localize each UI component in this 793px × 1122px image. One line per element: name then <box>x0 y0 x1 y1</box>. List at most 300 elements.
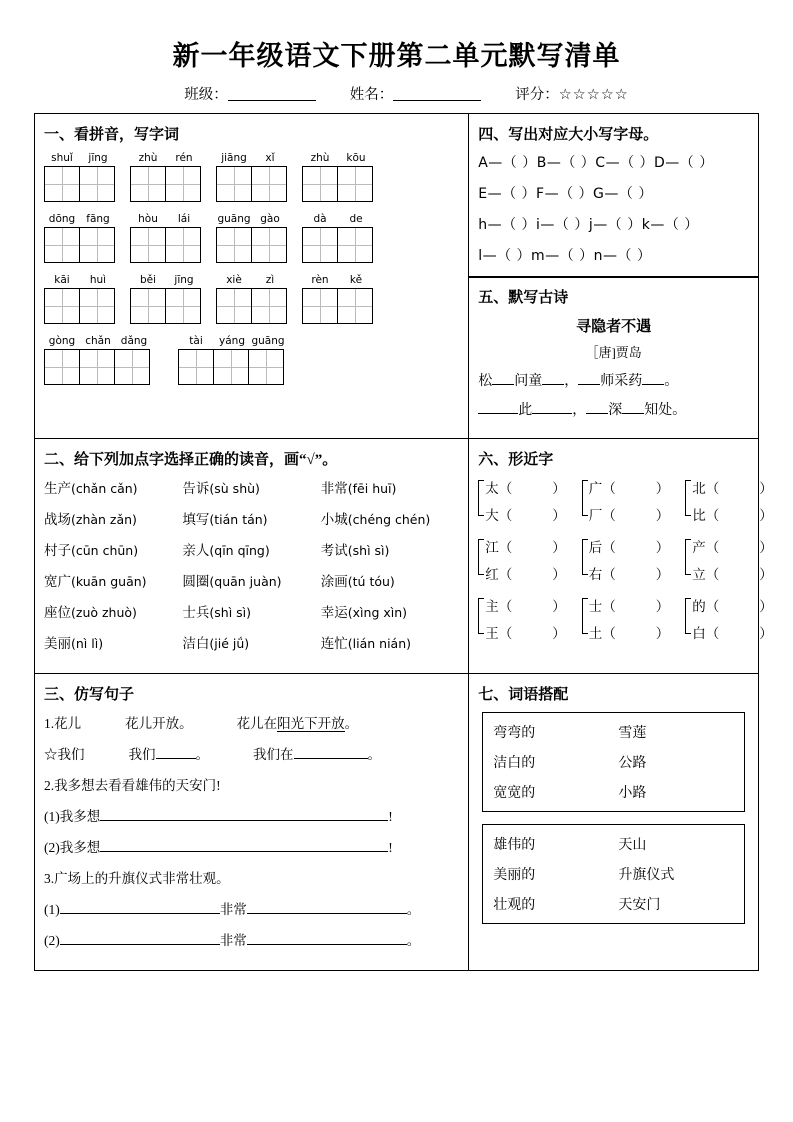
character-text: 白（ <box>692 625 720 641</box>
tianzige-cell[interactable] <box>44 227 80 263</box>
character-pair-group <box>582 595 670 642</box>
page-title: 新一年级语文下册第二单元默写清单 <box>172 41 621 71</box>
pinyin-syllable: jīng <box>88 152 108 164</box>
pinyin-word-block <box>130 274 202 324</box>
word-text: 洁白 <box>182 635 210 651</box>
paren-close: ） <box>552 598 566 614</box>
pinyin-syllable: hòu <box>138 213 158 225</box>
word-text: 村子 <box>44 542 71 558</box>
word-text: 战场 <box>44 511 71 527</box>
character-text: 的（ <box>692 598 720 614</box>
sentence-3b <box>44 929 459 949</box>
pinyin-options[interactable]: (kuān guān) <box>71 573 147 589</box>
similar-characters-row <box>478 595 773 642</box>
pinyin-syllable: tài <box>189 335 203 347</box>
poem-blank[interactable] <box>578 384 600 385</box>
tianzige-grid[interactable] <box>302 288 374 324</box>
match-right-word[interactable]: 雪莲 <box>618 725 647 741</box>
tianzige-cell[interactable] <box>216 288 252 324</box>
pronunciation-item[interactable] <box>321 508 459 528</box>
character-pair-column <box>485 595 566 642</box>
pronunciation-row <box>44 632 459 652</box>
character-blank-line[interactable] <box>485 622 566 642</box>
sentence-2b <box>44 836 459 856</box>
tianzige-cell[interactable] <box>44 166 80 202</box>
character-blank-line[interactable] <box>589 477 670 497</box>
pinyin-word-block <box>216 274 288 324</box>
poem-blank[interactable] <box>622 413 644 414</box>
tianzige-grid[interactable] <box>44 349 152 385</box>
poem-text: 问童 <box>514 373 543 389</box>
tianzige-cell[interactable] <box>302 227 338 263</box>
pinyin-syllable: kě <box>349 274 363 286</box>
pronunciation-item[interactable] <box>44 508 182 528</box>
tianzige-cell[interactable] <box>216 166 252 202</box>
character-text: 右（ <box>588 566 616 582</box>
pinyin-syllable: zhù <box>138 152 158 164</box>
poem-blank[interactable] <box>532 413 572 414</box>
tianzige-grid[interactable] <box>130 166 202 202</box>
brace-icon <box>478 480 484 521</box>
match-right-word[interactable]: 小路 <box>618 785 647 801</box>
letter-pair-line[interactable]: A—（ ）B—（ ）C—（ ）D—（ ） <box>478 155 714 171</box>
pinyin-syllable: jīng <box>174 274 194 286</box>
pinyin-options[interactable]: (sù shù) <box>209 480 260 496</box>
letter-pair-line[interactable]: h—（ ）i—（ ）j—（ ）k—（ ） <box>478 217 699 233</box>
character-blank-line[interactable] <box>692 622 773 642</box>
tianzige-cell[interactable] <box>79 288 115 324</box>
character-blank-line[interactable] <box>692 477 773 497</box>
paren-close: ） <box>759 539 773 555</box>
answer-blank[interactable] <box>60 913 220 914</box>
answer-blank[interactable] <box>60 944 220 945</box>
tianzige-cell[interactable] <box>79 349 115 385</box>
poem-blank[interactable] <box>478 413 518 414</box>
tianzige-cell[interactable] <box>130 227 166 263</box>
poem-author: ［唐]贾岛 <box>585 344 642 360</box>
pronunciation-row <box>44 601 459 621</box>
pronunciation-item[interactable] <box>321 477 459 497</box>
pronunciation-item[interactable] <box>182 632 320 652</box>
character-pair-group <box>478 595 566 642</box>
worksheet-table <box>34 113 773 971</box>
sentence-3: 3.广场上的升旗仪式非常壮观。 <box>44 870 230 886</box>
word-text: 涂画 <box>320 573 348 589</box>
tianzige-cell[interactable] <box>178 349 214 385</box>
tianzige-grid[interactable] <box>44 227 116 263</box>
character-blank-line[interactable] <box>692 536 773 556</box>
section-7-cell <box>469 673 759 970</box>
pinyin-word-block <box>302 213 374 263</box>
paren-close: ） <box>655 507 670 523</box>
pinyin-syllable: kōu <box>346 152 366 164</box>
pinyin-syllable: rén <box>175 152 193 164</box>
poem-title: 寻隐者不遇 <box>576 318 652 335</box>
tianzige-cell[interactable] <box>114 349 150 385</box>
pinyin-labels <box>44 213 116 225</box>
tianzige-cell[interactable] <box>248 349 284 385</box>
name-blank[interactable] <box>393 86 481 101</box>
sentence-text: 。 <box>367 746 381 762</box>
sentence-2a <box>44 805 459 825</box>
letter-pair-line[interactable]: l—（ ）m—（ ）n—（ ） <box>478 248 652 264</box>
poem-blank[interactable] <box>642 384 664 385</box>
word-text: 座位 <box>44 604 71 620</box>
tianzige-cell[interactable] <box>216 227 252 263</box>
word-match-row[interactable] <box>493 864 734 884</box>
sentence-text: (2)我多想 <box>44 839 101 855</box>
pronunciation-item[interactable] <box>182 570 320 590</box>
pronunciation-item[interactable] <box>44 570 182 590</box>
character-blank-line[interactable] <box>589 563 670 583</box>
pinyin-syllable: dǎng <box>120 335 148 347</box>
tianzige-cell[interactable] <box>165 166 201 202</box>
pronunciation-item[interactable] <box>321 570 459 590</box>
brace-icon <box>685 598 691 639</box>
character-blank-line[interactable] <box>692 504 773 524</box>
tianzige-grid[interactable] <box>130 227 202 263</box>
pronunciation-item[interactable] <box>321 539 459 559</box>
character-pair-column <box>692 477 773 524</box>
pinyin-word-block <box>302 152 374 202</box>
pinyin-syllable: dà <box>313 213 327 225</box>
pinyin-word-block <box>44 213 116 263</box>
sentence-3a <box>44 898 459 918</box>
section-6-cell <box>469 438 773 673</box>
pinyin-options[interactable]: (lián nián) <box>347 635 412 651</box>
pinyin-labels <box>130 213 202 225</box>
match-left-word[interactable]: 雄伟的 <box>493 837 536 853</box>
character-blank-line[interactable] <box>485 563 566 583</box>
match-left-word[interactable]: 洁白的 <box>493 755 536 771</box>
pinyin-syllable: chǎn <box>85 335 111 347</box>
section-5-heading: 五、默写古诗 <box>478 289 569 306</box>
pronunciation-item[interactable] <box>321 601 459 621</box>
tianzige-cell[interactable] <box>337 166 373 202</box>
pinyin-word-block <box>216 213 288 263</box>
answer-blank[interactable] <box>100 820 388 821</box>
similar-characters-row <box>478 536 773 583</box>
pinyin-syllable: gào <box>260 213 280 225</box>
pinyin-word-block <box>302 274 374 324</box>
tianzige-cell[interactable] <box>79 227 115 263</box>
pinyin-syllable: de <box>349 213 363 225</box>
character-blank-line[interactable] <box>589 595 670 615</box>
word-match-row[interactable] <box>493 894 734 914</box>
class-field <box>184 83 316 104</box>
match-right-word[interactable]: 公路 <box>618 755 647 771</box>
character-pair-group <box>478 477 566 524</box>
tianzige-cell[interactable] <box>165 227 201 263</box>
tianzige-cell[interactable] <box>213 349 249 385</box>
sentence-1 <box>44 712 459 732</box>
pinyin-syllable: xǐ <box>265 152 275 164</box>
section-3-cell <box>35 673 469 970</box>
pinyin-word-block <box>44 335 152 385</box>
pinyin-options[interactable]: (chéng chén) <box>347 511 431 527</box>
word-match-box-2 <box>482 824 745 924</box>
pinyin-options[interactable]: (cūn chūn) <box>71 542 139 558</box>
character-blank-line[interactable] <box>485 477 566 497</box>
character-pair-column <box>692 595 773 642</box>
tianzige-cell[interactable] <box>79 166 115 202</box>
word-text: 士兵 <box>182 604 210 620</box>
sentence-text: (2) <box>44 932 60 948</box>
section-4-heading: 四、写出对应大小写字母。 <box>478 127 659 143</box>
score-stars[interactable]: ☆☆☆☆☆ <box>558 87 629 103</box>
pinyin-labels <box>44 152 116 164</box>
pronunciation-item[interactable] <box>44 601 182 621</box>
tianzige-cell[interactable] <box>44 349 80 385</box>
word-text: 美丽 <box>44 635 71 651</box>
poem-blank[interactable] <box>542 384 564 385</box>
poem-text: 松 <box>478 373 493 389</box>
brace-icon <box>582 480 588 521</box>
tianzige-cell[interactable] <box>251 227 287 263</box>
sentence-text: 。 <box>406 901 421 917</box>
character-blank-line[interactable] <box>485 595 566 615</box>
match-right-word[interactable]: 天山 <box>618 837 647 853</box>
character-blank-line[interactable] <box>692 563 773 583</box>
score-field <box>515 83 629 104</box>
pinyin-syllable: kāi <box>54 274 70 286</box>
pronunciation-item[interactable] <box>44 539 182 559</box>
character-text: 士（ <box>588 598 616 614</box>
match-left-word[interactable]: 美丽的 <box>493 867 536 883</box>
tianzige-cell[interactable] <box>302 288 338 324</box>
pinyin-grid-rows <box>44 152 459 385</box>
pinyin-syllable: zhù <box>310 152 330 164</box>
poem-text: 此 <box>518 402 533 418</box>
tianzige-cell[interactable] <box>130 166 166 202</box>
brace-icon <box>478 598 484 639</box>
section-6-heading: 六、形近字 <box>478 451 554 468</box>
pinyin-options[interactable]: (tián tán) <box>209 511 268 527</box>
character-text: 产（ <box>692 539 720 555</box>
pinyin-syllable: yáng <box>219 335 245 347</box>
pinyin-labels <box>216 213 288 225</box>
word-match-box-1 <box>482 712 745 812</box>
word-text: 填写 <box>182 511 210 527</box>
character-pair-group <box>685 595 773 642</box>
character-pair-group <box>582 477 670 524</box>
tianzige-cell[interactable] <box>165 288 201 324</box>
match-right-word[interactable]: 天安门 <box>618 897 661 913</box>
sentence-text: 1.花儿 <box>44 715 82 731</box>
paren-close: ） <box>655 598 670 614</box>
tianzige-grid[interactable] <box>44 166 116 202</box>
tianzige-grid[interactable] <box>178 349 286 385</box>
pinyin-options[interactable]: (shì sì) <box>209 604 252 620</box>
pinyin-options[interactable]: (jié jǘ) <box>209 635 250 651</box>
pronunciation-item[interactable] <box>182 477 320 497</box>
tianzige-cell[interactable] <box>251 166 287 202</box>
pronunciation-item[interactable] <box>321 632 459 652</box>
meta-row <box>34 83 759 104</box>
word-match-row[interactable] <box>493 782 734 802</box>
character-pair-column <box>485 536 566 583</box>
pronunciation-item[interactable] <box>44 477 182 497</box>
paren-close: ） <box>552 507 566 523</box>
poem-blank[interactable] <box>492 384 514 385</box>
character-pair-group <box>685 536 773 583</box>
tianzige-cell[interactable] <box>337 227 373 263</box>
sentence-text: (1)我多想 <box>44 808 101 824</box>
character-blank-line[interactable] <box>692 595 773 615</box>
section-1-heading: 一、看拼音，写字词 <box>44 127 180 143</box>
pinyin-options[interactable]: (fēi huī) <box>347 480 397 496</box>
pinyin-options[interactable]: (chǎn cǎn) <box>71 480 138 496</box>
paren-close: ） <box>552 566 566 582</box>
pinyin-syllable: guāng <box>217 213 251 225</box>
letter-pairs-list <box>478 152 749 265</box>
pronunciation-item[interactable] <box>182 508 320 528</box>
paren-close: ） <box>759 480 773 496</box>
paren-close: ） <box>655 566 670 582</box>
tianzige-grid[interactable] <box>216 166 288 202</box>
character-blank-line[interactable] <box>485 504 566 524</box>
sentence-text: 。 <box>344 715 359 731</box>
answer-blank[interactable] <box>156 758 196 759</box>
sentence-text: 花儿开放。 <box>125 715 193 731</box>
sentence-text: 我们 <box>128 746 156 762</box>
character-pair-column <box>589 477 670 524</box>
tianzige-cell[interactable] <box>130 288 166 324</box>
answer-blank[interactable] <box>247 913 407 914</box>
pinyin-syllable: gòng <box>48 335 76 347</box>
character-text: 江（ <box>485 539 513 555</box>
character-text: 土（ <box>588 625 616 641</box>
brace-icon <box>685 480 691 521</box>
character-text: 广（ <box>588 480 616 496</box>
character-blank-line[interactable] <box>589 504 670 524</box>
answer-blank[interactable] <box>294 758 368 759</box>
pinyin-options[interactable]: (zhàn zǎn) <box>71 511 137 527</box>
character-blank-line[interactable] <box>589 536 670 556</box>
pinyin-options[interactable]: (xìng xìn) <box>347 604 408 620</box>
pinyin-row <box>44 274 459 324</box>
tianzige-grid[interactable] <box>216 288 288 324</box>
pinyin-options[interactable]: (qīn qīng) <box>209 542 270 558</box>
pinyin-options[interactable]: (nì lì) <box>71 635 104 651</box>
paren-close: ） <box>552 625 566 641</box>
section-3-heading: 三、仿写句子 <box>44 686 135 703</box>
similar-characters-list <box>478 477 773 642</box>
pinyin-labels <box>216 274 288 286</box>
sentence-practice <box>44 712 459 949</box>
character-pair-column <box>485 477 566 524</box>
pinyin-word-block <box>130 152 202 202</box>
similar-characters-row <box>478 477 773 524</box>
pinyin-syllable: dōng <box>48 213 76 225</box>
character-text: 太（ <box>485 480 513 496</box>
character-pair-group <box>478 536 566 583</box>
sentence-text: 我们在 <box>253 746 294 762</box>
pinyin-options[interactable]: (zuò zhuò) <box>71 604 137 620</box>
tianzige-cell[interactable] <box>251 288 287 324</box>
paren-close: ） <box>655 625 670 641</box>
sentence-text: 非常 <box>219 932 247 948</box>
tianzige-grid[interactable] <box>302 166 374 202</box>
character-pair-column <box>589 536 670 583</box>
word-match-row[interactable] <box>493 752 734 772</box>
pronunciation-item[interactable] <box>182 601 320 621</box>
pronunciation-item[interactable] <box>44 632 182 652</box>
character-text: 厂（ <box>588 507 616 523</box>
pinyin-labels <box>130 274 202 286</box>
pronunciation-row <box>44 508 459 528</box>
pinyin-word-block <box>216 152 288 202</box>
section-1-cell <box>35 114 469 439</box>
match-left-word[interactable]: 宽宽的 <box>493 785 536 801</box>
sentence-text: ! <box>388 839 393 855</box>
tianzige-grid[interactable] <box>216 227 288 263</box>
word-match-row[interactable] <box>493 722 734 742</box>
sentence-1-blank <box>44 743 459 763</box>
sentence-text: 非常 <box>219 901 247 917</box>
divider <box>469 276 758 278</box>
pinyin-labels <box>178 335 286 347</box>
word-text: 生产 <box>44 480 71 496</box>
match-left-word[interactable]: 壮观的 <box>493 897 536 913</box>
tianzige-cell[interactable] <box>302 166 338 202</box>
match-left-word[interactable]: 弯弯的 <box>493 725 536 741</box>
tianzige-cell[interactable] <box>337 288 373 324</box>
name-field <box>350 83 482 104</box>
sentence-text: (1) <box>44 901 60 917</box>
sentence-text: ! <box>388 808 393 824</box>
tianzige-grid[interactable] <box>130 288 202 324</box>
tianzige-grid[interactable] <box>44 288 116 324</box>
pronunciation-row <box>44 539 459 559</box>
paren-close: ） <box>759 625 773 641</box>
poem-text: 深 <box>608 402 623 418</box>
answer-blank[interactable] <box>100 851 388 852</box>
match-right-word[interactable]: 升旗仪式 <box>618 867 675 883</box>
brace-icon <box>582 598 588 639</box>
word-text: 小城 <box>320 511 348 527</box>
tianzige-cell[interactable] <box>44 288 80 324</box>
character-blank-line[interactable] <box>589 622 670 642</box>
pinyin-options[interactable]: (shì sì) <box>347 542 390 558</box>
paren-close: ） <box>655 480 670 496</box>
answer-blank[interactable] <box>247 944 407 945</box>
pronunciation-item[interactable] <box>182 539 320 559</box>
word-text: 宽广 <box>44 573 71 589</box>
letter-pair-line[interactable]: E—（ ）F—（ ）G—（ ） <box>478 186 653 202</box>
character-text: 大（ <box>485 507 513 523</box>
pinyin-syllable: zì <box>265 274 275 286</box>
character-text: 王（ <box>485 625 513 641</box>
pronunciation-row <box>44 570 459 590</box>
paren-close: ） <box>759 598 773 614</box>
class-blank[interactable] <box>228 86 316 101</box>
poem-text: 知处。 <box>644 402 687 418</box>
word-match-row[interactable] <box>493 834 734 854</box>
paren-close: ） <box>552 480 566 496</box>
poem-blank[interactable] <box>586 413 608 414</box>
pinyin-options[interactable]: (tú tóu) <box>347 573 395 589</box>
tianzige-grid[interactable] <box>302 227 374 263</box>
poem-text: 。 <box>664 373 679 389</box>
pinyin-options[interactable]: (quān juàn) <box>209 573 282 589</box>
character-blank-line[interactable] <box>485 536 566 556</box>
word-text: 连忙 <box>320 635 348 651</box>
poem-line-2 <box>478 399 749 419</box>
character-text: 红（ <box>485 566 513 582</box>
paren-close: ） <box>759 566 773 582</box>
pinyin-labels <box>216 152 288 164</box>
